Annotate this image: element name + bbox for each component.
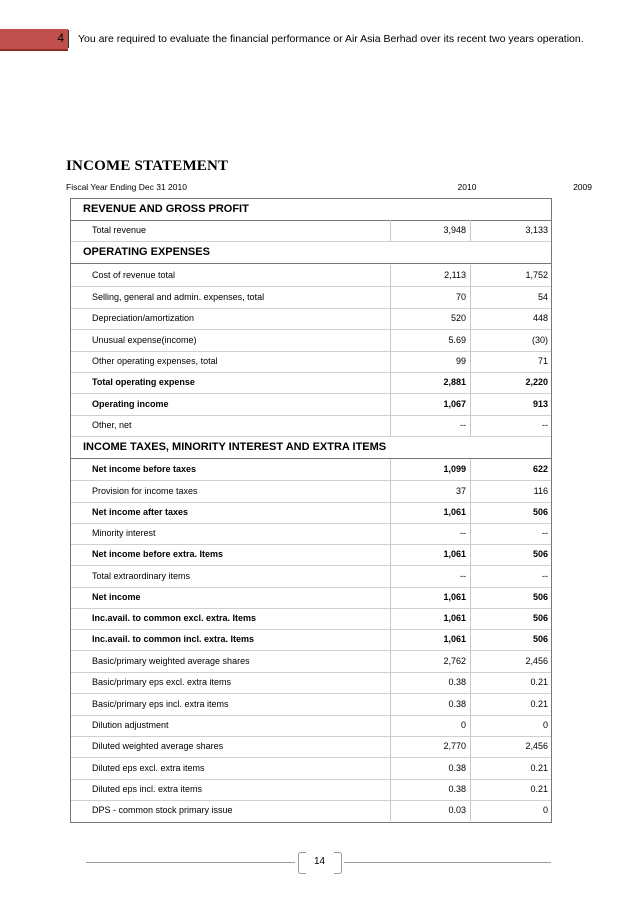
value-2010: --: [390, 566, 470, 587]
value-2009: 506: [470, 502, 551, 523]
row-diluted-eps-incl: [71, 779, 551, 801]
row-total-operating-expense: [71, 372, 551, 394]
value-2010: 1,061: [390, 502, 470, 523]
row-label: Diluted eps incl. extra items: [92, 784, 203, 794]
row-label: Diluted eps excl. extra items: [92, 763, 205, 773]
row-label: Basic/primary eps incl. extra items: [92, 699, 229, 709]
value-2010: 2,762: [390, 651, 470, 672]
row-diluted-eps-excl: [71, 758, 551, 780]
row-basic-eps-incl: [71, 694, 551, 716]
value-2009: 54: [470, 287, 551, 308]
row-label: Inc.avail. to common incl. extra. Items: [92, 634, 255, 644]
value-2010: 1,061: [390, 608, 470, 629]
footer-bracket-right: [334, 852, 342, 874]
row-net-income-before-extra: [71, 544, 551, 566]
value-2009: 0.21: [470, 779, 551, 800]
row-inc-avail-excl-extra: [71, 608, 551, 630]
question-divider: [68, 30, 69, 48]
row-diluted-weighted-shares: [71, 736, 551, 758]
value-2009: 506: [470, 608, 551, 629]
value-2010: 2,113: [390, 265, 470, 286]
value-2009: 448: [470, 308, 551, 329]
page-number: 14: [313, 856, 326, 867]
row-label: Basic/primary eps excl. extra items: [92, 677, 232, 687]
row-label: Total revenue: [92, 225, 147, 235]
value-2009: 506: [470, 629, 551, 650]
value-2010: 1,067: [390, 394, 470, 415]
row-label: Unusual expense(income): [92, 335, 197, 345]
question-text: You are required to evaluate the financial performance or Air Asia Berhad over its recent two years operation.: [78, 33, 584, 45]
value-2010: 37: [390, 481, 470, 502]
value-2009: 0: [470, 800, 551, 821]
row-unusual-expense: [71, 330, 551, 352]
column-header-2009: 2009: [573, 182, 592, 192]
value-2009: 116: [470, 481, 551, 502]
fiscal-year-label: Fiscal Year Ending Dec 31 2010: [66, 182, 187, 192]
row-label: OPERATING EXPENSES: [83, 246, 210, 258]
row-cost-of-revenue: [71, 265, 551, 287]
column-header-2010: 2010: [457, 182, 477, 192]
section-revenue-and-gross-profit: [71, 199, 551, 221]
question-number: 4: [57, 31, 64, 45]
row-label: Total operating expense: [92, 377, 195, 387]
value-2009: 2,220: [470, 372, 551, 393]
value-2010: 1,061: [390, 587, 470, 608]
value-2010: 0.38: [390, 694, 470, 715]
income-statement-table: [70, 198, 552, 823]
row-label: Net income before taxes: [92, 464, 197, 474]
row-net-income-after-taxes: [71, 502, 551, 524]
value-2009: --: [470, 523, 551, 544]
row-basic-weighted-shares: [71, 651, 551, 673]
value-2009: 506: [470, 544, 551, 565]
row-label: INCOME TAXES, MINORITY INTEREST AND EXTRA ITEMS: [83, 441, 387, 453]
value-2010: 0: [390, 715, 470, 736]
question-number-badge: [0, 29, 68, 51]
value-2010: 2,770: [390, 736, 470, 757]
section-operating-expenses: [71, 242, 551, 264]
row-label: Diluted weighted average shares: [92, 741, 224, 751]
row-label: Other, net: [92, 420, 132, 430]
value-2010: 0.38: [390, 779, 470, 800]
row-label: Operating income: [92, 399, 169, 409]
row-label: Selling, general and admin. expenses, total: [92, 292, 265, 302]
row-total-extraordinary-items: [71, 566, 551, 588]
row-label: Total extraordinary items: [92, 571, 191, 581]
value-2010: --: [390, 415, 470, 436]
value-2009: 0.21: [470, 672, 551, 693]
value-2009: 1,752: [470, 265, 551, 286]
row-basic-eps-excl: [71, 672, 551, 694]
value-2009: (30): [470, 330, 551, 351]
value-2009: 913: [470, 394, 551, 415]
value-2009: 622: [470, 459, 551, 480]
value-2010: 1,061: [390, 629, 470, 650]
row-label: Cost of revenue total: [92, 270, 176, 280]
row-label: DPS - common stock primary issue: [92, 805, 233, 815]
row-dps-common-stock: [71, 800, 551, 821]
value-2009: --: [470, 415, 551, 436]
row-label: Inc.avail. to common excl. extra. Items: [92, 613, 257, 623]
value-2010: 0.38: [390, 672, 470, 693]
footer-rule-right: [344, 862, 551, 863]
value-2010: --: [390, 523, 470, 544]
value-2009: 2,456: [470, 736, 551, 757]
row-depreciation: [71, 308, 551, 330]
section-income-taxes: [71, 437, 551, 459]
row-minority-interest: [71, 523, 551, 545]
value-2010: 0.03: [390, 800, 470, 821]
value-2009: 71: [470, 351, 551, 372]
row-inc-avail-incl-extra: [71, 629, 551, 651]
row-other-operating-expenses: [71, 351, 551, 373]
value-2010: 2,881: [390, 372, 470, 393]
row-operating-income: [71, 394, 551, 416]
row-label: Net income before extra. Items: [92, 549, 224, 559]
statement-title: INCOME STATEMENT: [66, 158, 229, 174]
row-label: Depreciation/amortization: [92, 313, 195, 323]
row-label: Basic/primary weighted average shares: [92, 656, 250, 666]
value-2010: 5.69: [390, 330, 470, 351]
footer-rule-left: [86, 862, 295, 863]
value-2009: 2,456: [470, 651, 551, 672]
value-2009: 0.21: [470, 758, 551, 779]
value-2010: 1,099: [390, 459, 470, 480]
value-2009: 0: [470, 715, 551, 736]
row-label: Net income: [92, 592, 141, 602]
value-2010: 0.38: [390, 758, 470, 779]
value-2009: --: [470, 566, 551, 587]
value-2010: 1,061: [390, 544, 470, 565]
row-label: Minority interest: [92, 528, 156, 538]
value-2009: 506: [470, 587, 551, 608]
row-sga-expenses: [71, 287, 551, 309]
row-label: REVENUE AND GROSS PROFIT: [83, 203, 249, 215]
value-2010: 70: [390, 287, 470, 308]
value-2010: 3,948: [390, 220, 470, 241]
row-net-income-before-taxes: [71, 459, 551, 481]
row-net-income: [71, 587, 551, 609]
row-total-revenue: [71, 220, 551, 242]
row-label: Provision for income taxes: [92, 486, 198, 496]
row-dilution-adjustment: [71, 715, 551, 737]
row-label: Other operating expenses, total: [92, 356, 218, 366]
row-label: Dilution adjustment: [92, 720, 169, 730]
row-label: Net income after taxes: [92, 507, 189, 517]
value-2009: 3,133: [470, 220, 551, 241]
value-2009: 0.21: [470, 694, 551, 715]
statement-subheader: [66, 182, 592, 192]
row-other-net: [71, 415, 551, 437]
value-2010: 520: [390, 308, 470, 329]
value-2010: 99: [390, 351, 470, 372]
row-provision-income-taxes: [71, 481, 551, 503]
